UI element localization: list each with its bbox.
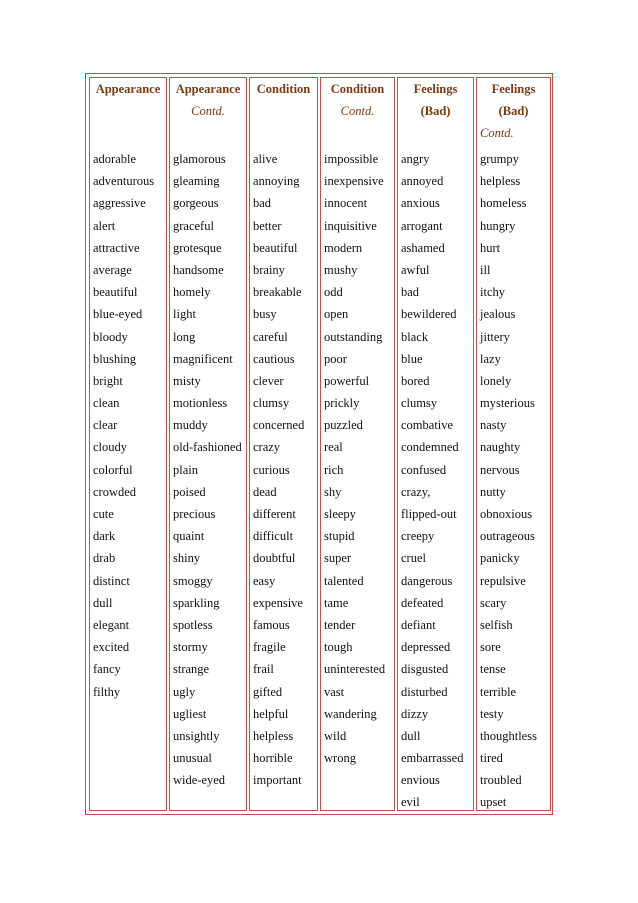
word: impossible [324,152,379,166]
word: attractive [93,240,140,255]
word: repulsive [480,573,526,588]
word: misty [173,373,201,388]
word: bright [93,373,123,388]
word: dead [253,484,277,499]
word: uninterested [324,662,386,677]
column-subheading: Contd. [480,126,514,140]
column-heading: Feelings [413,82,458,96]
word: famous [253,617,290,632]
word: condemned [401,440,459,455]
word: innocent [324,196,368,211]
word: brainy [253,262,285,277]
word: long [173,329,196,344]
word: anxious [401,196,440,211]
word: odd [324,285,343,300]
word: annoying [253,174,300,189]
word: ugliest [173,706,207,721]
word: tender [324,617,356,632]
word: smoggy [173,573,213,588]
word: alive [253,152,278,166]
word: wandering [324,706,377,721]
word: clear [93,418,118,433]
word: stormy [173,640,208,655]
word: adorable [93,152,137,166]
word: sleepy [324,507,356,521]
word: poor [324,351,347,366]
word: angry [401,152,430,166]
word: elegant [93,617,130,632]
word: alert [93,218,116,233]
column-appearance [89,77,167,811]
word: lonely [480,373,512,388]
word: cruel [401,551,426,566]
column-heading: Feelings [491,82,536,96]
word: open [324,307,349,322]
word-list [477,148,550,814]
word: frail [253,662,274,677]
word: upset [480,795,507,810]
word: black [401,329,429,344]
word: adventurous [93,174,155,189]
word: old-fashioned [173,440,242,455]
word: puzzled [324,418,363,433]
word: wrong [324,751,356,766]
word: drab [93,551,116,566]
word: aggressive [93,196,146,211]
word: fragile [253,640,286,655]
column-appearance-contd [169,77,247,811]
word: depressed [401,640,451,655]
word: wild [324,728,347,743]
word: cloudy [93,440,128,455]
word: ill [480,262,491,277]
word: homely [173,285,211,300]
word: sore [480,640,501,655]
word: difficult [253,529,294,544]
word: defeated [401,595,444,610]
word-list [250,148,317,791]
word: colorful [93,462,133,477]
word: awful [401,262,430,277]
word: tame [324,595,349,610]
word: cute [93,507,114,521]
word: different [253,507,296,521]
word: obnoxious [480,507,533,521]
word: ashamed [401,240,445,255]
word: real [324,440,343,455]
word: blushing [93,351,137,366]
word: stupid [324,529,355,544]
column-feelings-bad-contd [476,77,551,811]
word: curious [253,462,290,477]
word: motionless [173,396,228,411]
word: clumsy [401,396,438,411]
word: handsome [173,262,224,277]
word: embarrassed [401,751,464,766]
word: expensive [253,595,303,610]
word: bored [401,373,430,388]
word: clean [93,396,120,411]
word: breakable [253,285,302,300]
word: poised [173,484,206,499]
word: light [173,307,196,322]
word: crazy [253,440,281,455]
word: spotless [173,617,213,632]
word: outrageous [480,529,535,544]
word: unsightly [173,728,220,743]
column-heading-line2: (Bad) [420,104,451,118]
word: lazy [480,351,501,366]
word: gleaming [173,174,220,189]
word: disturbed [401,684,448,699]
word: gorgeous [173,196,219,211]
word: unusual [173,751,212,766]
word: bewildered [401,307,457,322]
word: helpful [253,706,289,721]
word: bad [401,285,420,300]
word: combative [401,418,454,433]
word: concerned [253,418,305,433]
word: strange [173,662,210,677]
word: crazy, [401,484,431,499]
word: defiant [401,617,436,632]
word-list [90,148,166,703]
word: naughty [480,440,521,455]
word: modern [324,240,363,255]
word: helpless [480,174,521,189]
word: cautious [253,351,295,366]
word: filthy [93,684,121,699]
column-heading: Condition [256,82,311,96]
word: beautiful [93,285,138,300]
word: sparkling [173,595,220,610]
word: dizzy [401,706,429,721]
word: distinct [93,573,130,588]
word: plain [173,462,198,477]
column-feelings-bad [397,77,474,811]
word: dull [401,728,421,743]
word-list [170,148,246,791]
word: disgusted [401,662,449,677]
word: grumpy [480,152,519,166]
word: average [93,262,132,277]
word: outstanding [324,329,383,344]
word: glamorous [173,152,226,166]
word: horrible [253,751,293,766]
word: blue [401,351,423,366]
word: rich [324,462,344,477]
word: dangerous [401,573,453,588]
word: bad [253,196,272,211]
word: arrogant [401,218,443,233]
column-heading: Condition [330,82,385,96]
word: thoughtless [480,728,537,743]
adjective-table [85,73,553,815]
column-heading: Appearance [175,82,241,96]
word: nutty [480,484,506,499]
word: beautiful [253,240,298,255]
word: jealous [480,307,516,322]
word: helpless [253,728,294,743]
word: selfish [480,617,513,632]
word: prickly [324,396,360,411]
word: muddy [173,418,208,433]
word: excited [93,640,130,655]
word: troubled [480,773,522,788]
word: grotesque [173,240,222,255]
column-subheading: Contd. [191,104,225,118]
word: itchy [480,285,505,300]
word: mushy [324,262,358,277]
word: jittery [480,329,510,344]
word: better [253,218,282,233]
word: crowded [93,484,137,499]
word: tough [324,640,353,655]
word: inexpensive [324,174,384,189]
word: confused [401,462,447,477]
word: nasty [480,418,507,433]
word: panicky [480,551,520,566]
column-subheading: Contd. [340,104,375,118]
word: testy [480,706,504,721]
word: shy [324,484,342,499]
word: magnificent [173,351,233,366]
word: busy [253,307,277,322]
word: dark [93,529,116,544]
word: clever [253,373,284,388]
word: creepy [401,529,435,544]
word: blue-eyed [93,307,143,322]
word: bloody [93,329,128,344]
word: shiny [173,551,201,566]
word: inquisitive [324,218,377,233]
word: mysterious [480,396,535,411]
word: fancy [93,662,121,677]
word: precious [173,507,216,521]
word: powerful [324,373,370,388]
column-heading: Appearance [95,82,161,96]
word: dull [93,595,113,610]
word: scary [480,595,507,610]
word: annoyed [401,174,444,189]
column-condition [249,77,318,811]
column-condition-contd [320,77,395,811]
word: gifted [253,684,283,699]
word: quaint [173,529,205,544]
word: wide-eyed [173,773,226,788]
word: evil [401,795,420,810]
word: tired [480,751,503,766]
word: nervous [480,462,520,477]
word: hungry [480,218,516,233]
word: super [324,551,352,566]
word-list [398,148,473,814]
word: talented [324,573,364,588]
column-heading-line2: (Bad) [498,104,529,118]
word: graceful [173,218,214,233]
word: careful [253,329,288,344]
word-list [321,148,394,769]
word: hurt [480,240,501,255]
word: vast [324,684,345,699]
word: doubtful [253,551,296,566]
word: important [253,773,302,788]
word: easy [253,573,276,588]
word: flipped-out [401,507,457,521]
word: envious [401,773,440,788]
word: clumsy [253,396,290,411]
word: homeless [480,196,527,211]
word: tense [480,662,506,677]
word: terrible [480,684,517,699]
word: ugly [173,684,196,699]
